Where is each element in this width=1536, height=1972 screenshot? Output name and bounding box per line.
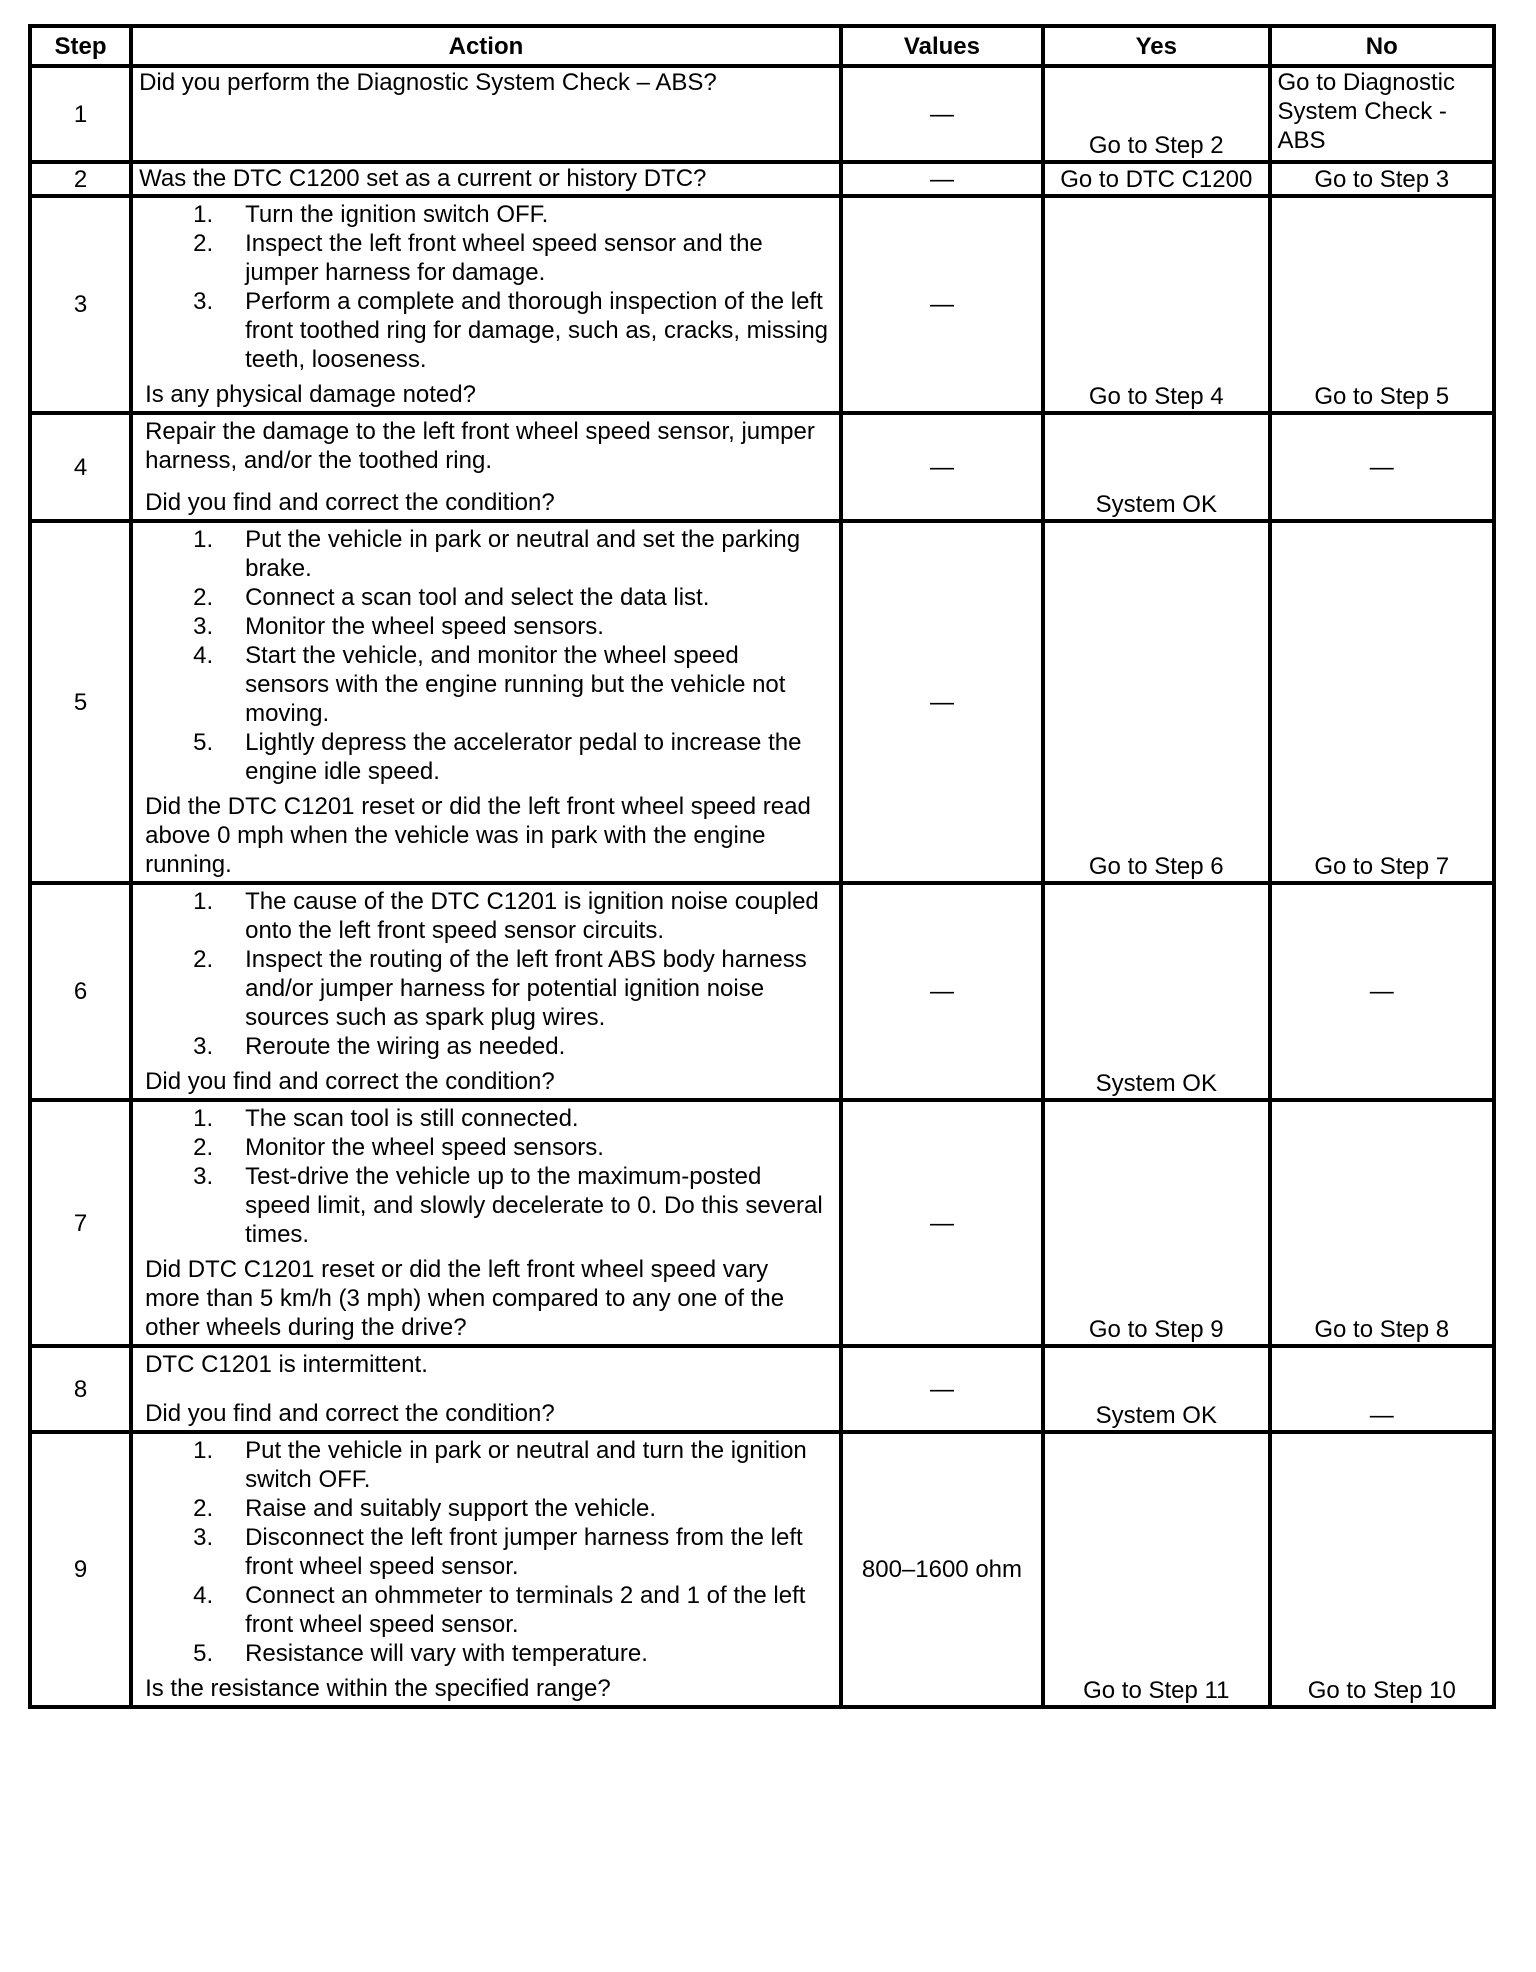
action-step-item [145, 641, 829, 728]
header-values: Values [841, 26, 1043, 66]
action-step-text: Test-drive the vehicle up to the maximum-posted speed limit, and slowly decelerate to 0. Do this several times. [245, 1163, 823, 1248]
action-question: Is any physical damage noted? [145, 381, 476, 408]
action-step-number: 2. [193, 946, 214, 973]
diagnostic-table [28, 24, 1496, 1709]
action-intro: Was the DTC C1200 set as a current or history DTC? [139, 165, 707, 192]
no-cell: Go to Diagnostic System Check - ABS [1270, 66, 1494, 162]
action-step-number: 1. [193, 888, 214, 915]
header-no: No [1270, 26, 1494, 66]
step-number: 4 [30, 413, 131, 521]
header-yes: Yes [1043, 26, 1269, 66]
action-step-item [145, 1104, 829, 1133]
action-step-number: 2. [193, 230, 214, 257]
action-step-number: 5. [193, 1640, 214, 1667]
action-step-text: Turn the ignition switch OFF. [245, 201, 549, 228]
action-step-number: 1. [193, 526, 214, 553]
action-question: Did DTC C1201 reset or did the left front wheel speed vary more than 5 km/h (3 mph) when compared to any one of the other wheels during the drive? [145, 1256, 785, 1341]
table-row [30, 1346, 1494, 1432]
action-step-number: 3. [193, 613, 214, 640]
step-number: 3 [30, 196, 131, 413]
action-cell [131, 413, 841, 521]
action-step-item [145, 200, 829, 229]
action-step-number: 3. [193, 1033, 214, 1060]
action-question: Is the resistance within the specified range? [145, 1675, 611, 1702]
table-row [30, 1100, 1494, 1346]
action-step-number: 2. [193, 1495, 214, 1522]
yes-cell: Go to DTC C1200 [1043, 162, 1269, 196]
action-steps [145, 525, 829, 786]
action-step-item [145, 1581, 829, 1639]
action-cell [131, 1346, 841, 1432]
header-row [30, 26, 1494, 66]
action-step-item [145, 887, 829, 945]
step-number: 5 [30, 521, 131, 883]
table-row [30, 162, 1494, 196]
yes-cell: Go to Step 2 [1043, 66, 1269, 162]
header-action: Action [131, 26, 841, 66]
action-step-item [145, 728, 829, 786]
action-cell [131, 883, 841, 1100]
action-question: Did you find and correct the condition? [145, 1068, 555, 1095]
action-step-text: Reroute the wiring as needed. [245, 1033, 566, 1060]
action-step-text: Put the vehicle in park or neutral and turn the ignition switch OFF. [245, 1437, 807, 1493]
action-cell [131, 1432, 841, 1707]
action-step-text: Start the vehicle, and monitor the wheel speed sensors with the engine running but the vehicle not moving. [245, 642, 786, 727]
no-cell: Go to Step 8 [1270, 1100, 1494, 1346]
action-step-text: Monitor the wheel speed sensors. [245, 613, 604, 640]
action-step-item [145, 1523, 829, 1581]
values-cell: — [841, 162, 1043, 196]
action-step-text: The cause of the DTC C1201 is ignition noise coupled onto the left front speed sensor circuits. [245, 888, 819, 944]
action-steps [145, 200, 829, 374]
action-step-text: Inspect the left front wheel speed sensor and the jumper harness for damage. [245, 230, 763, 286]
action-step-text: Raise and suitably support the vehicle. [245, 1495, 656, 1522]
table-row [30, 413, 1494, 521]
header-step: Step [30, 26, 131, 66]
yes-cell: System OK [1043, 413, 1269, 521]
yes-cell: System OK [1043, 1346, 1269, 1432]
values-cell: — [841, 1346, 1043, 1432]
action-step-item [145, 1494, 829, 1523]
step-number: 2 [30, 162, 131, 196]
action-step-number: 2. [193, 1134, 214, 1161]
action-step-text: Perform a complete and thorough inspection of the left front toothed ring for damage, such as, cracks, missing teeth, looseness. [245, 288, 829, 373]
action-step-number: 3. [193, 288, 214, 315]
action-step-item [145, 612, 829, 641]
action-step-text: Put the vehicle in park or neutral and set the parking brake. [245, 526, 801, 582]
action-step-number: 3. [193, 1163, 214, 1190]
yes-cell: System OK [1043, 883, 1269, 1100]
values-cell: — [841, 1100, 1043, 1346]
action-step-number: 1. [193, 1105, 214, 1132]
action-step-number: 4. [193, 1582, 214, 1609]
action-step-text: Inspect the routing of the left front ABS body harness and/or jumper harness for potential ignition noise sources such as spark plug wires. [245, 946, 807, 1031]
action-step-text: Monitor the wheel speed sensors. [245, 1134, 604, 1161]
no-cell: Go to Step 7 [1270, 521, 1494, 883]
values-cell: — [841, 66, 1043, 162]
action-step-text: Connect an ohmmeter to terminals 2 and 1 of the left front wheel speed sensor. [245, 1582, 806, 1638]
no-cell: Go to Step 5 [1270, 196, 1494, 413]
table-row [30, 196, 1494, 413]
action-steps [145, 1104, 829, 1249]
action-step-item [145, 287, 829, 374]
yes-cell: Go to Step 9 [1043, 1100, 1269, 1346]
action-step-number: 2. [193, 584, 214, 611]
action-step-item [145, 1436, 829, 1494]
action-step-item [145, 1032, 829, 1061]
values-cell: — [841, 521, 1043, 883]
action-step-item [145, 1133, 829, 1162]
action-step-number: 3. [193, 1524, 214, 1551]
yes-cell: Go to Step 4 [1043, 196, 1269, 413]
action-step-item [145, 1639, 829, 1668]
step-number: 1 [30, 66, 131, 162]
action-step-text: Disconnect the left front jumper harness from the left front wheel speed sensor. [245, 1524, 803, 1580]
action-step-item [145, 945, 829, 1032]
no-cell: Go to Step 3 [1270, 162, 1494, 196]
action-intro: Repair the damage to the left front wheel speed sensor, jumper harness, and/or the toothed ring. [145, 418, 815, 474]
action-step-number: 1. [193, 1437, 214, 1464]
action-steps [145, 887, 829, 1061]
action-step-number: 5. [193, 729, 214, 756]
action-step-item [145, 1162, 829, 1249]
action-question: Did the DTC C1201 reset or did the left front wheel speed read above 0 mph when the vehicle was in park with the engine running. [145, 793, 811, 878]
action-step-text: Lightly depress the accelerator pedal to increase the engine idle speed. [245, 729, 802, 785]
action-cell [131, 196, 841, 413]
action-cell [131, 162, 841, 196]
action-steps [145, 1436, 829, 1668]
table-row [30, 521, 1494, 883]
action-step-item [145, 229, 829, 287]
table-row [30, 883, 1494, 1100]
step-number: 6 [30, 883, 131, 1100]
no-cell: — [1270, 1346, 1494, 1432]
action-intro: Did you perform the Diagnostic System Check – ABS? [139, 69, 717, 96]
action-intro: DTC C1201 is intermittent. [145, 1351, 428, 1378]
action-step-item [145, 525, 829, 583]
action-step-text: Resistance will vary with temperature. [245, 1640, 648, 1667]
no-cell: — [1270, 883, 1494, 1100]
action-step-text: The scan tool is still connected. [245, 1105, 579, 1132]
action-cell [131, 1100, 841, 1346]
action-step-item [145, 583, 829, 612]
yes-cell: Go to Step 11 [1043, 1432, 1269, 1707]
action-question: Did you find and correct the condition? [145, 489, 555, 516]
step-number: 8 [30, 1346, 131, 1432]
table-row [30, 1432, 1494, 1707]
action-cell [131, 66, 841, 162]
action-cell [131, 521, 841, 883]
action-question: Did you find and correct the condition? [145, 1400, 555, 1427]
action-step-number: 1. [193, 201, 214, 228]
values-cell: — [841, 196, 1043, 413]
values-cell: — [841, 883, 1043, 1100]
table-row [30, 66, 1494, 162]
values-cell: — [841, 413, 1043, 521]
action-step-number: 4. [193, 642, 214, 669]
yes-cell: Go to Step 6 [1043, 521, 1269, 883]
no-cell: — [1270, 413, 1494, 521]
values-cell: 800–1600 ohm [841, 1432, 1043, 1707]
step-number: 7 [30, 1100, 131, 1346]
action-step-text: Connect a scan tool and select the data list. [245, 584, 710, 611]
step-number: 9 [30, 1432, 131, 1707]
no-cell: Go to Step 10 [1270, 1432, 1494, 1707]
